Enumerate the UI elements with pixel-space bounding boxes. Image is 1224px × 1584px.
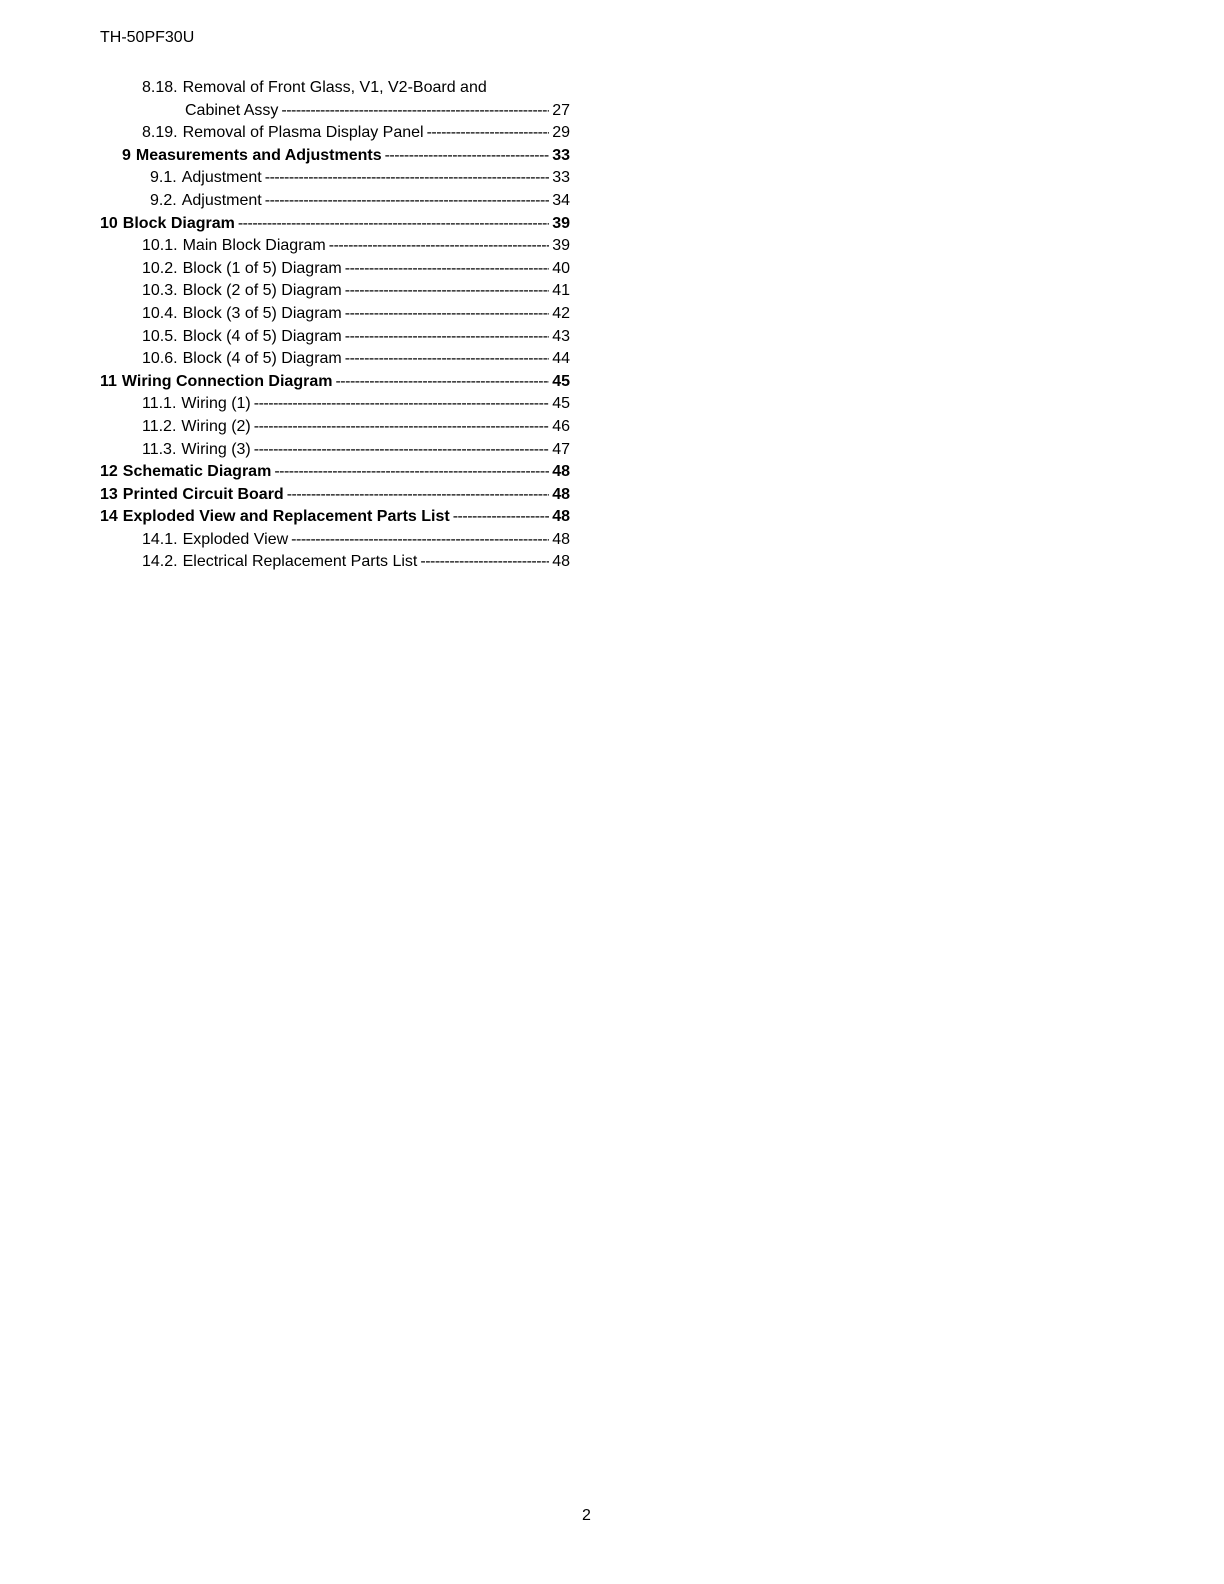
toc-entry-number: 11.2. [142,417,177,435]
toc-entry-page: 44 [552,350,570,368]
toc-entry-title: Schematic Diagram [122,463,272,481]
toc-entry-page: 33 [552,169,570,187]
toc-entry-page: 41 [552,282,570,300]
toc-entry-title: Wiring (2) [181,417,251,435]
toc-entry-title: Exploded View and Replacement Parts List [122,508,450,526]
toc-chapter-11[interactable] [100,371,570,394]
toc-leader-dots [345,280,549,303]
toc-entry-title: Measurements and Adjustments [135,146,382,164]
toc-entry-title: Adjustment [181,169,262,187]
toc-leader-dots [265,167,549,190]
toc-entry-10-1[interactable] [100,235,570,258]
toc-chapter-12[interactable] [100,461,570,484]
toc-entry-10-5[interactable] [100,326,570,349]
toc-entry-title: Removal of Plasma Display Panel [182,124,424,142]
toc-entry-number: 12 [100,463,118,481]
toc-entry-page: 45 [552,395,570,413]
toc-entry-number: 9.1. [150,169,177,187]
toc-chapter-13[interactable] [100,484,570,507]
toc-entry-title: Main Block Diagram [182,237,326,255]
toc-leader-dots [345,258,549,281]
page-number: 2 [582,1507,591,1524]
toc-entry-number: 13 [100,485,118,503]
toc-entry-title: Cabinet Assy [185,101,279,119]
toc-entry-number: 14.1. [142,530,178,548]
toc-leader-dots [238,213,549,236]
toc-chapter-10[interactable] [100,213,570,236]
toc-entry-page: 48 [552,553,570,571]
toc-entry-page: 48 [552,530,570,548]
toc-entry-number: 9 [122,146,131,164]
toc-entry-number: 14.2. [142,553,178,571]
document-model-header: TH-50PF30U [100,29,195,46]
toc-entry-10-6[interactable] [100,348,570,371]
toc-entry-8-19[interactable] [100,122,570,145]
toc-entry-title: Printed Circuit Board [122,485,284,503]
toc-entry-number: 8.18. [142,79,178,96]
toc-leader-dots [335,371,549,394]
toc-entry-page: 48 [552,508,570,526]
toc-leader-dots [254,393,549,416]
toc-entry-page: 43 [552,327,570,345]
toc-entry-9-2[interactable] [100,190,570,213]
toc-entry-number: 10.4. [142,304,178,322]
toc-leader-dots [281,100,549,123]
toc-entry-page: 27 [552,101,570,119]
table-of-contents [100,77,570,574]
toc-leader-dots [453,506,549,529]
toc-leader-dots [265,190,549,213]
toc-leader-dots [254,439,549,462]
toc-entry-number: 8.19. [142,124,178,142]
toc-entry-page: 34 [552,191,570,209]
toc-entry-page: 29 [552,124,570,142]
toc-entry-page: 42 [552,304,570,322]
toc-entry-title: Block (4 of 5) Diagram [182,327,342,345]
toc-entry-11-3[interactable] [100,439,570,462]
toc-entry-10-4[interactable] [100,303,570,326]
toc-entry-9-1[interactable] [100,167,570,190]
toc-entry-title: Block Diagram [122,214,235,232]
toc-entry-8-18-continued[interactable] [100,100,570,123]
toc-leader-dots [345,326,549,349]
toc-entry-title: Electrical Replacement Parts List [182,553,418,571]
toc-entry-title: Adjustment [181,191,262,209]
toc-entry-8-18[interactable] [100,77,570,100]
toc-entry-number: 14 [100,508,118,526]
toc-entry-title: Block (2 of 5) Diagram [182,282,342,300]
toc-leader-dots [254,416,549,439]
toc-entry-title: Block (4 of 5) Diagram [182,350,342,368]
toc-entry-title: Block (1 of 5) Diagram [182,259,342,277]
toc-entry-number: 10.2. [142,259,178,277]
toc-entry-page: 39 [552,237,570,255]
toc-entry-page: 45 [552,372,570,390]
toc-leader-dots [385,145,549,168]
toc-leader-dots [329,235,549,258]
toc-entry-number: 9.2. [150,191,177,209]
toc-entry-11-1[interactable] [100,393,570,416]
toc-entry-number: 11.1. [142,395,177,413]
toc-entry-page: 48 [552,485,570,503]
toc-leader-dots [345,348,549,371]
toc-entry-page: 33 [552,146,570,164]
toc-entry-page: 46 [552,417,570,435]
toc-entry-number: 10.5. [142,327,178,345]
toc-entry-number: 10.1. [142,237,178,255]
toc-entry-title: Block (3 of 5) Diagram [182,304,342,322]
toc-entry-number: 10.3. [142,282,178,300]
toc-entry-14-2[interactable] [100,551,570,574]
toc-entry-number: 11.3. [142,440,177,458]
toc-entry-title: Exploded View [182,530,289,548]
toc-entry-title: Wiring (1) [181,395,251,413]
toc-chapter-14[interactable] [100,506,570,529]
toc-chapter-9[interactable] [100,145,570,168]
toc-entry-title: Wiring Connection Diagram [121,372,333,390]
toc-entry-title: Wiring (3) [181,440,251,458]
toc-entry-10-2[interactable] [100,258,570,281]
toc-entry-number: 10 [100,214,118,232]
toc-entry-number: 11 [100,372,117,390]
toc-leader-dots [291,529,549,552]
toc-entry-page: 40 [552,259,570,277]
toc-entry-page: 39 [552,214,570,232]
toc-entry-10-3[interactable] [100,280,570,303]
toc-leader-dots [287,484,549,507]
toc-leader-dots [427,122,549,145]
toc-entry-11-2[interactable] [100,416,570,439]
toc-entry-title: Removal of Front Glass, V1, V2-Board and [182,79,487,96]
toc-entry-page: 47 [552,440,570,458]
toc-entry-page: 48 [552,463,570,481]
toc-leader-dots [345,303,549,326]
toc-entry-number: 10.6. [142,350,178,368]
toc-leader-dots [274,461,549,484]
toc-entry-14-1[interactable] [100,529,570,552]
toc-leader-dots [420,551,549,574]
